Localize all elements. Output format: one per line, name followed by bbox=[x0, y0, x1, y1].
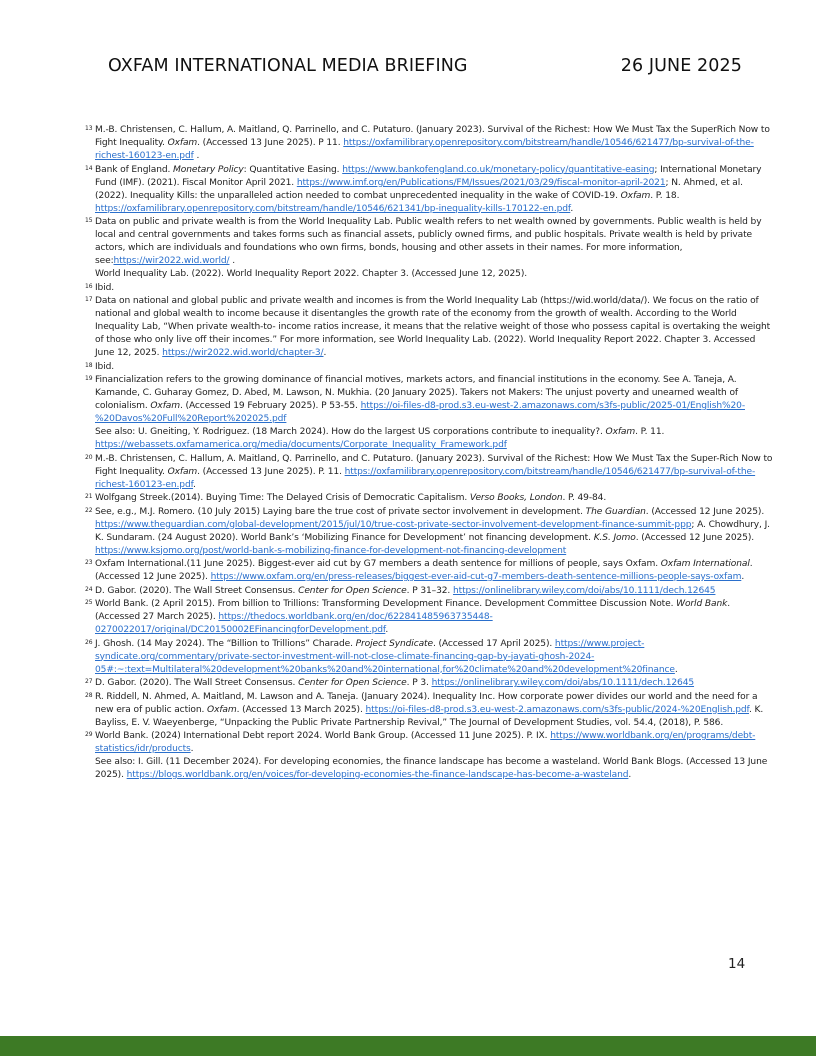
endnote bbox=[85, 374, 775, 452]
endnote-text: J. Ghosh. (14 May 2024). The “Billion to Trillions” Charade. bbox=[95, 638, 356, 649]
endnote-link[interactable]: https://www.theguardian.com/global-development/2015/jul/10/true-cost-private-sector-involvement-development-finance-summit-ppp bbox=[95, 519, 692, 530]
endnote-italic-text: K.S. Jomo bbox=[593, 532, 636, 543]
endnote-text: Data on public and private wealth is from the World Inequality Lab. Public wealth refers to net wealth owned by governments. Public wealth is held by local and central governments and takes forms such as financial assets, publicly owned firms, and public hospitals. Private wealth is held by private actors, which are individuals and foundations who own firms, bonds, housing and other assets in their names. For more information, see: bbox=[95, 217, 762, 266]
endnote-link[interactable]: https://wir2022.wid.world/chapter-3/ bbox=[162, 348, 324, 358]
endnote-text: R. Riddell, N. Ahmed, A. Maitland, M. Lawson and A. Taneja. (January 2024). Inequality Inc. How corporate power divides our world and the need for a new era of public action. bbox=[95, 691, 758, 715]
endnote-text: World Inequality Lab. (2022). World Inequality Report 2022. Chapter 3. (Accessed June 12, 2025). bbox=[95, 269, 528, 279]
endnote-body bbox=[95, 558, 775, 584]
endnote-number: 28 bbox=[85, 691, 93, 699]
endnote-text: . P. 18. bbox=[650, 190, 680, 201]
endnote-link[interactable]: https://blogs.worldbank.org/en/voices/for-developing-economies-the-finance-landscape-has-become-a-wasteland bbox=[126, 770, 629, 780]
endnote-text: . bbox=[674, 664, 678, 675]
endnote-text: . (Accessed 12 June 2025). bbox=[645, 506, 765, 517]
endnote-text: . (Accessed 13 June 2025). P. 11. bbox=[197, 466, 345, 477]
endnote bbox=[85, 164, 775, 216]
endnote-body bbox=[95, 677, 775, 690]
endnote-text: World Bank. (2024) International Debt report 2024. World Bank Group. (Accessed 11 June 2025). P. IX. bbox=[95, 731, 551, 741]
endnote-body bbox=[95, 691, 775, 730]
endnote bbox=[85, 361, 775, 374]
endnote-text: ; A. Chowdhury, J. K. Sundaram. (24 August 2020). World Bank’s ‘Mobilizing Finance for Development’ not financing development. bbox=[95, 519, 770, 543]
header-date: 26 JUNE 2025 bbox=[620, 56, 742, 76]
endnote-text: Financialization refers to the growing dominance of financial motives, markets actors, and financial institutions in the economy. See A. Taneja, A. Kamande, C. Guharay Gomez, D. Abed, M. Lawson, N. Mukhia. (20 January 2025). Takers not Makers: The unjust poverty and unearned wealth of colonialism. bbox=[95, 375, 738, 411]
endnote-italic-text: Center for Open Science bbox=[298, 678, 407, 688]
endnote-text: See, e.g., M.J. Romero. (10 July 2015) Laying bare the true cost of private sector involvement in development. bbox=[95, 506, 586, 517]
endnote bbox=[85, 598, 775, 637]
endnote-italic-text: Oxfam bbox=[620, 190, 651, 201]
endnote-number: 29 bbox=[85, 731, 93, 738]
endnote-link[interactable]: https://www.worldbank.org/en/programs/debt-statistics/idr/products bbox=[95, 731, 756, 754]
endnote bbox=[85, 691, 775, 730]
endnote bbox=[85, 216, 775, 281]
endnote-body bbox=[95, 585, 775, 598]
endnote bbox=[85, 677, 775, 690]
endnote-link[interactable]: https://oxfamilibrary.openrepository.com/bitstream/handle/10546/621341/bp-inequality-kills-170122-en.pdf bbox=[95, 203, 571, 214]
endnote-number: 24 bbox=[85, 585, 93, 593]
endnote-number: 21 bbox=[85, 493, 93, 500]
endnote-continuation bbox=[95, 756, 775, 782]
endnote bbox=[85, 295, 775, 360]
endnote-link[interactable]: https://www.imf.org/en/Publications/FM/Issues/2021/03/29/fiscal-monitor-april-2021 bbox=[296, 177, 666, 188]
endnote bbox=[85, 730, 775, 782]
endnote-text: Ibid. bbox=[95, 282, 115, 293]
endnote-text: . bbox=[323, 348, 327, 358]
endnote-number: 19 bbox=[85, 375, 93, 382]
endnote-body bbox=[95, 374, 775, 426]
endnote-text: ; International Monetary Fund (IMF). (2021). Fiscal Monitor April 2021. bbox=[95, 164, 762, 188]
endnote bbox=[85, 558, 775, 584]
endnote-text: . P. 11. bbox=[635, 427, 665, 437]
endnote-number: 26 bbox=[85, 638, 93, 646]
endnote-number: 20 bbox=[85, 453, 93, 461]
endnote-number: 13 bbox=[85, 125, 93, 132]
endnote-text: . P 3. bbox=[406, 678, 432, 688]
endnote-italic-text: Monetary Policy bbox=[173, 164, 244, 175]
endnote-body bbox=[95, 124, 775, 163]
endnote-italic-text: Oxfam bbox=[167, 138, 198, 148]
endnote-link[interactable]: https://onlinelibrary.wiley.com/doi/abs/10.1111/dech.12645 bbox=[452, 585, 716, 596]
endnote-text: . P. 49-84. bbox=[562, 493, 607, 503]
endnote-number: 23 bbox=[85, 559, 93, 566]
endnote-text: . bbox=[190, 744, 194, 754]
endnote-body bbox=[95, 361, 775, 374]
endnote-body bbox=[95, 453, 775, 492]
endnote bbox=[85, 282, 775, 295]
header-title: OXFAM INTERNATIONAL MEDIA BRIEFING bbox=[108, 56, 468, 76]
endnote-link[interactable]: https://oxfamilibrary.openrepository.com/bitstream/handle/10546/621477/bp-survival-of-the-richest-160123-en.pdf bbox=[95, 138, 754, 161]
endnote-text: D. Gabor. (2020). The Wall Street Consensus. bbox=[95, 678, 299, 688]
endnote-continuation bbox=[95, 426, 775, 452]
endnote-italic-text: Project Syndicate bbox=[355, 638, 433, 649]
endnote-text: . (Accessed 13 June 2025). P 11. bbox=[197, 138, 344, 148]
endnote-number: 15 bbox=[85, 217, 93, 224]
endnote-number: 18 bbox=[85, 361, 93, 369]
endnote bbox=[85, 585, 775, 598]
endnote-body bbox=[95, 598, 775, 637]
endnote-link[interactable]: https://www.project-syndicate.org/commentary/private-sector-investment-will-not-close-climate-financing-gap-by-jayati-ghosh-2024-05#:~:text=Multilateral%20development%20banks%20and%20international,for%20climate%20and%20development%20finance bbox=[95, 638, 675, 675]
endnote-text: ; N. Ahmed, et al. (2022). Inequality Kills: the unparalleled action needed to combat unprecedented inequality in the wake of COVID-19. bbox=[95, 177, 743, 201]
endnote-text: . (Accessed 17 April 2025). bbox=[432, 638, 555, 649]
endnote bbox=[85, 638, 775, 677]
endnote-body bbox=[95, 164, 775, 216]
page-header bbox=[108, 56, 742, 76]
endnote-number: 27 bbox=[85, 678, 93, 685]
endnote-text: . (Accessed 13 March 2025). bbox=[236, 704, 366, 715]
page-number: 14 bbox=[728, 956, 746, 972]
endnote-text: Data on national and global public and private wealth and incomes is from the World Inequality Lab (https://wid.world/data/). We focus on the ratio of national and global wealth to income because it disentangles the growth rate of the economy from the growth of wealth. According to the World Inequality Lab, “When private wealth-to- income ratios increase, it means that the relative weight of those who possess capital is overtaking the weight of those who only live off their incomes.” For more information, see World Inequality Lab. (2022). World Inequality Report 2022. Chapter 3. Accessed June 12, 2025. bbox=[95, 296, 771, 358]
endnote-link[interactable]: https://onlinelibrary.wiley.com/doi/abs/10.1111/dech.12645 bbox=[431, 678, 695, 688]
endnote-text: . bbox=[193, 479, 196, 490]
endnote bbox=[85, 492, 775, 505]
endnote-text: M.-B. Christensen, C. Hallum, A. Maitland, Q. Parrinello, and C. Putaturo. (January 2023). Survival of the Richest: How We Must Tax the SuperRich Now to Fight Inequality. bbox=[95, 125, 770, 148]
endnote-text: : Quantitative Easing. bbox=[243, 164, 343, 175]
endnote-link[interactable]: https://oi-files-d8-prod.s3.eu-west-2.amazonaws.com/s3fs-public/2025-01/English%20-%20Davos%20Full%20Report%202025.pdf bbox=[95, 401, 745, 424]
endnote-text: . (Accessed 27 March 2025). bbox=[95, 599, 731, 622]
endnote-body bbox=[95, 295, 775, 360]
endnote bbox=[85, 506, 775, 558]
endnote-link[interactable]: https://www.ksjomo.org/post/world-bank-s-mobilizing-finance-for-development-not-financing-development bbox=[95, 545, 567, 556]
endnote-link[interactable]: https://www.bankofengland.co.uk/monetary-policy/quantitative-easing bbox=[342, 164, 655, 175]
endnote-italic-text: Center for Open Science bbox=[298, 585, 407, 596]
endnote-italic-text: Oxfam International bbox=[660, 559, 750, 569]
endnote-text: . (Accessed 19 February 2025). P 53-55. bbox=[179, 401, 361, 411]
endnote-text: Bank of England. bbox=[95, 164, 174, 175]
endnote-number: 17 bbox=[85, 296, 93, 303]
endnote-body bbox=[95, 638, 775, 677]
endnotes-list bbox=[85, 124, 775, 783]
endnote-text: . (Accessed 12 June 2025). bbox=[95, 559, 753, 582]
endnote-text: See also: U. Gneiting, Y. Rodriguez. (18 March 2024). How do the largest US corporations contribute to inequality?. bbox=[95, 427, 606, 437]
endnote-italic-text: Oxfam bbox=[207, 704, 237, 715]
endnote-link[interactable]: https://thedocs.worldbank.org/en/doc/622841485963735448-0270022017/original/DC20150002EFinancingforDevelopment.pdf bbox=[95, 612, 493, 635]
endnote-body bbox=[95, 506, 775, 558]
endnote-italic-text: Oxfam bbox=[167, 466, 198, 477]
endnote-link[interactable]: https://wir2022.wid.world/ bbox=[113, 256, 230, 266]
endnote-number: 22 bbox=[85, 506, 93, 514]
endnote-text: . bbox=[741, 572, 745, 582]
endnote-link[interactable]: https://www.oxfam.org/en/press-releases/biggest-ever-aid-cut-g7-members-death-sentence-millions-people-says-oxfam bbox=[210, 572, 742, 582]
endnote-body bbox=[95, 730, 775, 756]
endnote-number: 14 bbox=[85, 164, 93, 172]
endnote-italic-text: The Guardian bbox=[585, 506, 646, 517]
endnote-link[interactable]: https://webassets.oxfamamerica.org/media/documents/Corporate_Inequality_Framework.pdf bbox=[95, 440, 507, 450]
endnote-text: M.-B. Christensen, C. Hallum, A. Maitland, Q. Parrinello, and C. Putaturo. (January 2023). Survival of the Richest: How We Must Tax the Super-Rich Now to Fight Inequality. bbox=[95, 453, 773, 477]
endnote-text: . K. Bayliss, E. V. Waeyenberge, “Unpacking the Public Private Partnership Revival,” The Journal of Development Studies, vol. 54.4, (2018), P. 586. bbox=[95, 704, 764, 728]
endnote bbox=[85, 124, 775, 163]
endnote-body bbox=[95, 216, 775, 268]
endnote-text: . bbox=[570, 203, 574, 214]
endnote-number: 16 bbox=[85, 282, 93, 290]
endnote-text: Wolfgang Streek.(2014). Buying Time: The Delayed Crisis of Democratic Capitalism. bbox=[95, 493, 470, 503]
footer-bar bbox=[0, 1036, 816, 1056]
endnote bbox=[85, 453, 775, 492]
endnote-body bbox=[95, 492, 775, 505]
endnote-text: . bbox=[193, 151, 200, 161]
endnote-text: . bbox=[385, 625, 389, 635]
endnote-text: . P 31–32. bbox=[406, 585, 453, 596]
endnote-text: D. Gabor. (2020). The Wall Street Consensus. bbox=[95, 585, 299, 596]
endnote-text: Oxfam International.(11 June 2025). Biggest-ever aid cut by G7 members a death sentence for millions of people, says Oxfam. bbox=[95, 559, 661, 569]
endnote-number: 25 bbox=[85, 599, 93, 606]
endnote-link[interactable]: https://oxfamilibrary.openrepository.com/bitstream/handle/10546/621477/bp-survival-of-the-richest-160123-en.pdf bbox=[95, 466, 756, 490]
endnote-text: . bbox=[229, 256, 236, 266]
endnote-continuation bbox=[95, 268, 775, 281]
endnote-text: Ibid. bbox=[95, 361, 115, 372]
endnote-text: World Bank. (2 April 2015). From billion to Trillions: Transforming Development Finance. Development Committee Discussion Note. bbox=[95, 599, 677, 609]
endnote-italic-text: Oxfam bbox=[150, 401, 180, 411]
endnote-text: . bbox=[628, 770, 632, 780]
endnote-text: See also: I. Gill. (11 December 2024). For developing economies, the finance landscape has become a wasteland. World Bank Blogs. (Accessed 13 June 2025). bbox=[95, 757, 768, 780]
endnote-text: . (Accessed 12 June 2025). bbox=[635, 532, 755, 543]
endnote-body bbox=[95, 282, 775, 295]
endnote-italic-text: World Bank bbox=[676, 599, 728, 609]
endnote-link[interactable]: https://oi-files-d8-prod.s3.eu-west-2.amazonaws.com/s3fs-public/2024-%20English.pdf bbox=[365, 704, 749, 715]
endnote-italic-text: Verso Books, London bbox=[469, 493, 563, 503]
endnote-italic-text: Oxfam bbox=[605, 427, 636, 437]
